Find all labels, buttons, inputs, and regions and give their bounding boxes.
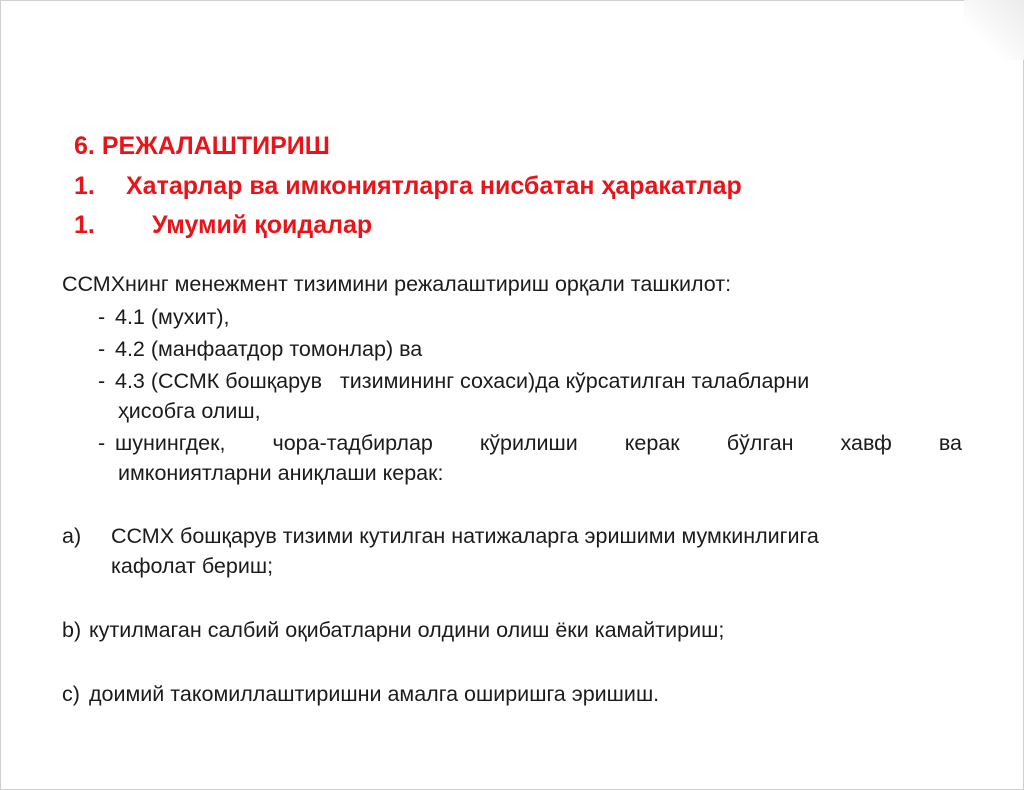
item-text: ССМХ бошқарув тизими кутилган натижаларга эришими мумкинлигига (111, 524, 819, 548)
heading-section-number: 6. (74, 132, 95, 160)
heading-subsubsection-title: Умумий қоидалар (152, 211, 373, 239)
heading-subsection-number: 1. (74, 172, 95, 200)
item-marker: b) (62, 618, 82, 642)
heading-subsection (74, 171, 742, 201)
bullet-text: шунингдек, чора-тадбирлар кўрилиши керак бўлган хавф ва (115, 431, 962, 455)
item-text: доимий такомиллаштиришни амалга оширишга эришиш. (89, 682, 660, 706)
item-marker: c) (62, 682, 80, 706)
heading-subsection-title: Хатарлар ва имкониятларга нисбатан ҳаракатлар (126, 172, 742, 200)
bullet-text: 4.2 (манфаатдор томонлар) ва (115, 337, 423, 361)
bullet-text: 4.1 (мухит), (115, 305, 230, 329)
heading-subsubsection (74, 210, 372, 240)
intro-text: ССМХнинг менежмент тизимини режалаштириш орқали ташкилот: (62, 272, 732, 296)
heading-section-title: РЕЖАЛАШТИРИШ (101, 132, 330, 160)
bullet-dash: - (98, 305, 106, 329)
bullet-text-continuation: ҳисобга олиш, (118, 399, 261, 423)
heading-section (74, 131, 330, 161)
bullet-text-continuation: имкониятларни аниқлаши керак: (118, 461, 444, 485)
item-marker: a) (62, 524, 82, 548)
bullet-dash: - (98, 337, 106, 361)
bullet-dash: - (98, 431, 106, 455)
item-text: кутилмаган салбий оқибатларни олдини олиш ёки камайтириш; (89, 618, 725, 642)
bullet-text: 4.3 (ССМК бошқарув тизимининг сохаси)да кўрсатилган талабларни (115, 369, 810, 393)
corner-shade (964, 0, 1024, 60)
heading-subsubsection-number: 1. (74, 211, 95, 239)
bullet-dash: - (98, 369, 106, 393)
item-text-continuation: кафолат бериш; (111, 554, 274, 578)
